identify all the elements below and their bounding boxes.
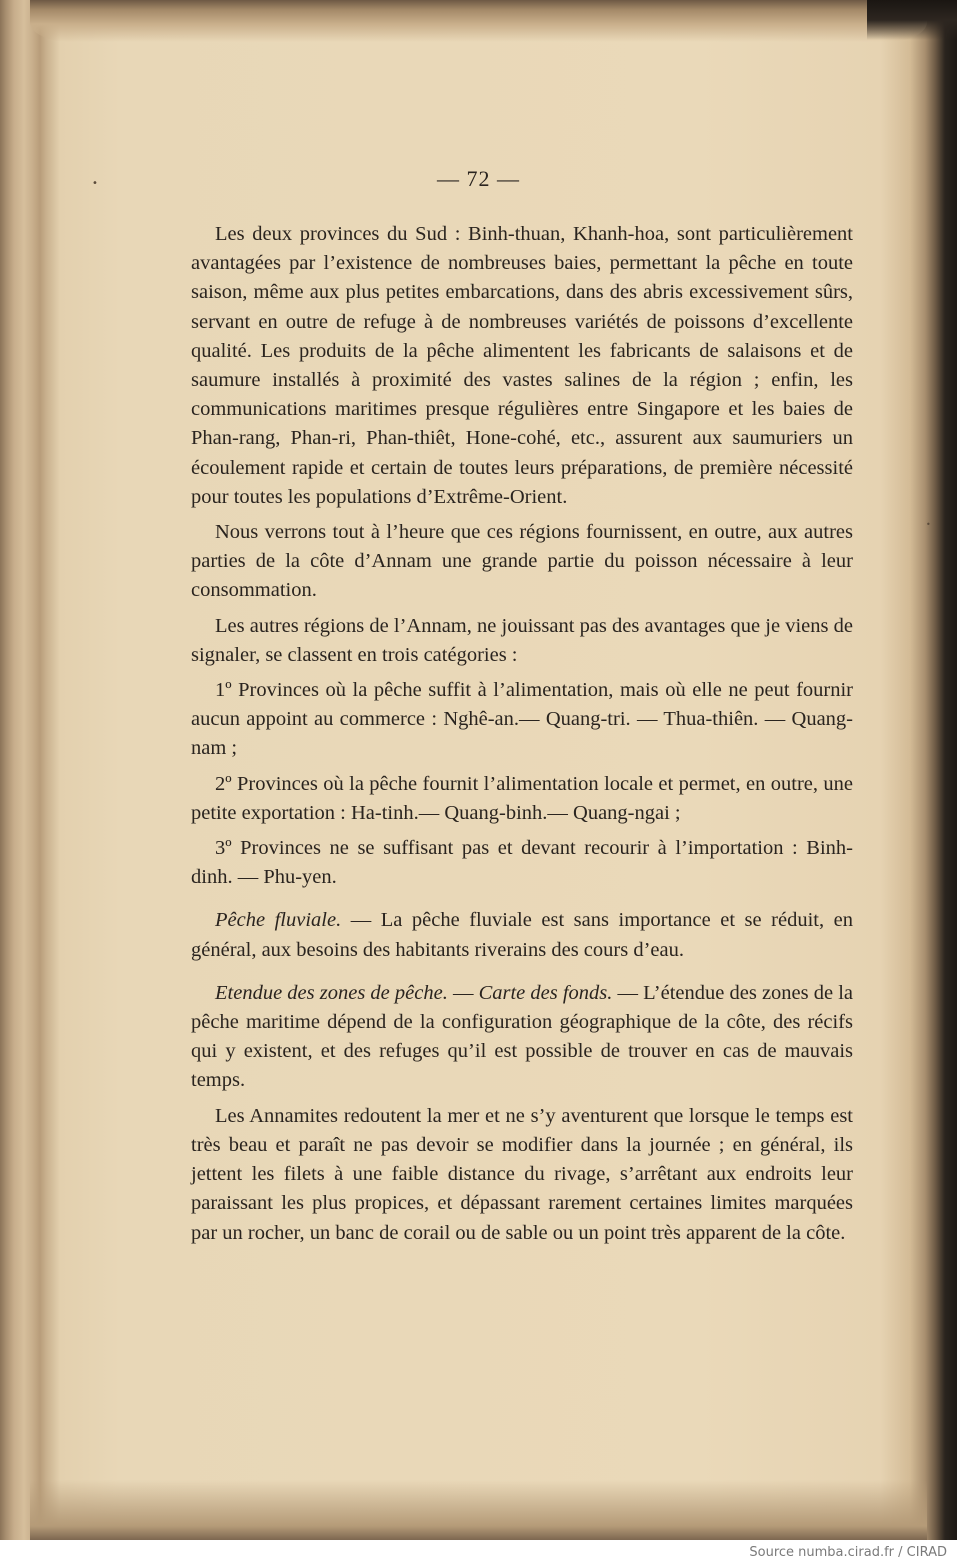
ink-dot-mark: •: [926, 520, 931, 529]
ink-dot-mark: •: [92, 178, 98, 189]
section-heading: Pêche fluviale.: [215, 909, 342, 932]
section-paragraph-fluviale: [191, 906, 853, 964]
source-credit: Source numba.cirad.fr / CIRAD: [749, 1545, 947, 1560]
page-text: [191, 220, 853, 1248]
paragraph: Nous verrons tout à l’heure que ces régions fournissent, en outre, aux autres parties de la côte d’Annam une grande partie du poisson nécessaire à leur consommation.: [191, 521, 853, 602]
heading-separator: —: [447, 981, 479, 1004]
section-text: — La pêche fluviale est sans importance et se réduit, en général, aux besoins des habitants riverains des cours d’eau.: [191, 909, 853, 961]
section-heading: Etendue des zones de pêche.: [215, 981, 448, 1004]
page-number: — 72 —: [437, 166, 520, 191]
list-item-paragraph: 2º Provinces où la pêche fournit l’alimentation locale et permet, en outre, une petite exportation : Ha-tinh.— Quang-binh.— Quang-ngai ;: [191, 772, 853, 824]
paragraph: Les autres régions de l’Annam, ne jouissant pas des avantages que je viens de signaler, se classent en trois catégories :: [191, 614, 853, 666]
source-footer: [0, 1540, 957, 1566]
section-paragraph-etendue: [191, 979, 853, 1096]
paragraph: Les Annamites redoutent la mer et ne s’y aventurent que lorsque le temps est très beau et paraît ne pas devoir se modifier dans la journée ; en général, ils jettent les filets à une faible distance du rivage, s’arrêtant aux endroits leur paraissant les plus propices, et dépassant rarement certaines limites marquées par un rocher, un banc de corail ou de sable ou un point très apparent de la côte.: [191, 1104, 853, 1244]
section-text: — L’étendue des zones de la pêche maritime dépend de la configuration géographique de la côte, des récifs qui y existent, et des refuges qu’il est possible de trouver en cas de mauvais temps.: [191, 981, 854, 1092]
list-item-paragraph: 1º Provinces où la pêche suffit à l’alimentation, mais où elle ne peut fournir aucun appoint au commerce : Nghê-an.— Quang-tri. — Thua-thiên. — Quang-nam ;: [191, 679, 853, 760]
section-subheading: Carte des fonds.: [478, 981, 613, 1004]
list-item-paragraph: 3º Provinces ne se suffisant pas et devant recourir à l’importation : Binh-dinh. — Phu-yen.: [191, 837, 853, 889]
paragraph: Les deux provinces du Sud : Binh-thuan, Khanh-hoa, sont particulièrement avantagées par l’existence de nombreuses baies, permettant la pêche en toute saison, même aux plus petites embarcations, dans des abris excessivement sûrs, servant en outre de refuge à de nombreuses variétés de poissons d’excellente qualité. Les produits de la pêche alimentent les fabricants de salaisons et de saumure installés à proximité des vastes salines de la région ; enfin, les communications maritimes presque régulières entre Singapore et les baies de Phan-rang, Phan-ri, Phan-thiêt, Hone-cohé, etc., assurent aux saumuriers un écoulement rapide et certain de toutes leurs préparations, de première nécessité pour toutes les populations d’Extrême-Orient.: [191, 223, 853, 508]
